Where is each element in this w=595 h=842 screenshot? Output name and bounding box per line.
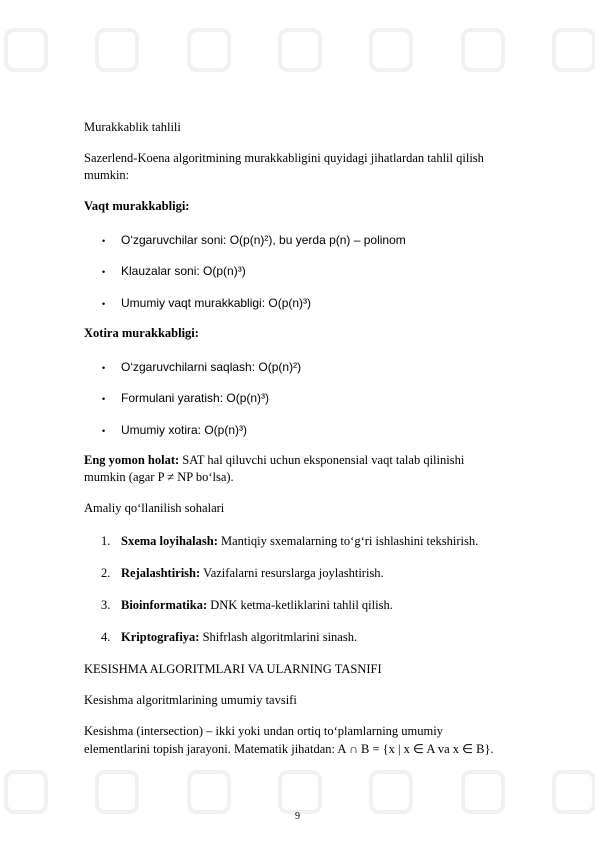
application-item-3 bbox=[121, 597, 393, 615]
application-item-1 bbox=[121, 533, 478, 551]
application-text: Shifrlash algoritmlarini sinash. bbox=[199, 630, 358, 644]
heading-analysis: Murakkablik tahlili bbox=[84, 120, 181, 134]
time-item-1: O‘zgaruvchilar soni: O(p(n)²), bu yerda p(n) – polinom bbox=[121, 233, 406, 247]
bullet-icon: • bbox=[102, 363, 106, 373]
time-complexity-title: Vaqt murakkabligi: bbox=[84, 199, 190, 213]
application-number: 4. bbox=[101, 630, 111, 644]
worst-case-text: SAT hal qiluvchi uchun eksponensial vaqt talab qilinishi bbox=[179, 453, 465, 467]
memory-item-1: O‘zgaruvchilarni saqlash: O(p(n)²) bbox=[121, 360, 302, 374]
watermark-mark bbox=[369, 28, 413, 72]
bullet-icon: • bbox=[102, 267, 106, 277]
page-number: 9 bbox=[295, 811, 300, 822]
application-item-2 bbox=[121, 565, 384, 583]
time-item-2: Klauzalar soni: O(p(n)³) bbox=[121, 264, 246, 278]
application-text: DNK ketma-ketliklarini tahlil qilish. bbox=[207, 598, 393, 612]
application-label: Sxema loyihalash: bbox=[121, 534, 218, 548]
application-number: 3. bbox=[101, 598, 111, 612]
worst-case-line-1 bbox=[84, 452, 464, 470]
application-label: Rejalashtirish: bbox=[121, 566, 201, 580]
watermark-mark bbox=[278, 28, 322, 72]
application-number: 1. bbox=[101, 534, 111, 548]
application-text: Vazifalarni resurslarga joylashtirish. bbox=[200, 566, 384, 580]
watermark-row bbox=[0, 28, 595, 72]
application-item-4 bbox=[121, 629, 357, 647]
time-item-3: Umumiy vaqt murakkabligi: O(p(n)³) bbox=[121, 296, 312, 310]
application-label: Bioinformatika: bbox=[121, 598, 208, 612]
intro-line-2: mumkin: bbox=[84, 168, 130, 182]
bullet-icon: • bbox=[102, 299, 106, 309]
application-label: Kriptografiya: bbox=[121, 630, 200, 644]
section-title: KESISHMA ALGORITMLARI VA ULARNING TASNIFI bbox=[84, 662, 382, 676]
watermark-mark bbox=[187, 28, 231, 72]
watermark-mark bbox=[4, 28, 48, 72]
worst-case-label: Eng yomon holat: bbox=[84, 453, 180, 467]
memory-complexity-title: Xotira murakkabligi: bbox=[84, 326, 199, 340]
application-number: 2. bbox=[101, 566, 111, 580]
bullet-icon: • bbox=[102, 426, 106, 436]
watermark-mark bbox=[461, 28, 505, 72]
memory-item-3: Umumiy xotira: O(p(n)³) bbox=[121, 423, 248, 437]
definition-line-2: elementlarini topish jarayoni. Matematik jihatdan: A ∩ B = {x | x ∈ A va x ∈ B}. bbox=[84, 742, 494, 756]
memory-item-2: Formulani yaratish: O(p(n)³) bbox=[121, 391, 270, 405]
worst-case-line-2: mumkin (agar P ≠ NP bo‘lsa). bbox=[84, 470, 234, 484]
watermark-mark bbox=[552, 28, 595, 72]
bullet-icon: • bbox=[102, 236, 106, 246]
intro-line-1: Sazerlend-Koena algoritmining murakkabligini quyidagi jihatlardan tahlil qilish bbox=[84, 151, 484, 165]
watermark-mark bbox=[95, 28, 139, 72]
subsection-title: Kesishma algoritmlarining umumiy tavsifi bbox=[84, 693, 297, 707]
application-text: Mantiqiy sxemalarning to‘g‘ri ishlashini tekshirish. bbox=[217, 534, 479, 548]
definition-line-1: Kesishma (intersection) – ikki yoki undan ortiq to‘plamlarning umumiy bbox=[84, 724, 443, 738]
bullet-icon: • bbox=[102, 394, 106, 404]
applications-title: Amaliy qo‘llanilish sohalari bbox=[84, 501, 225, 515]
